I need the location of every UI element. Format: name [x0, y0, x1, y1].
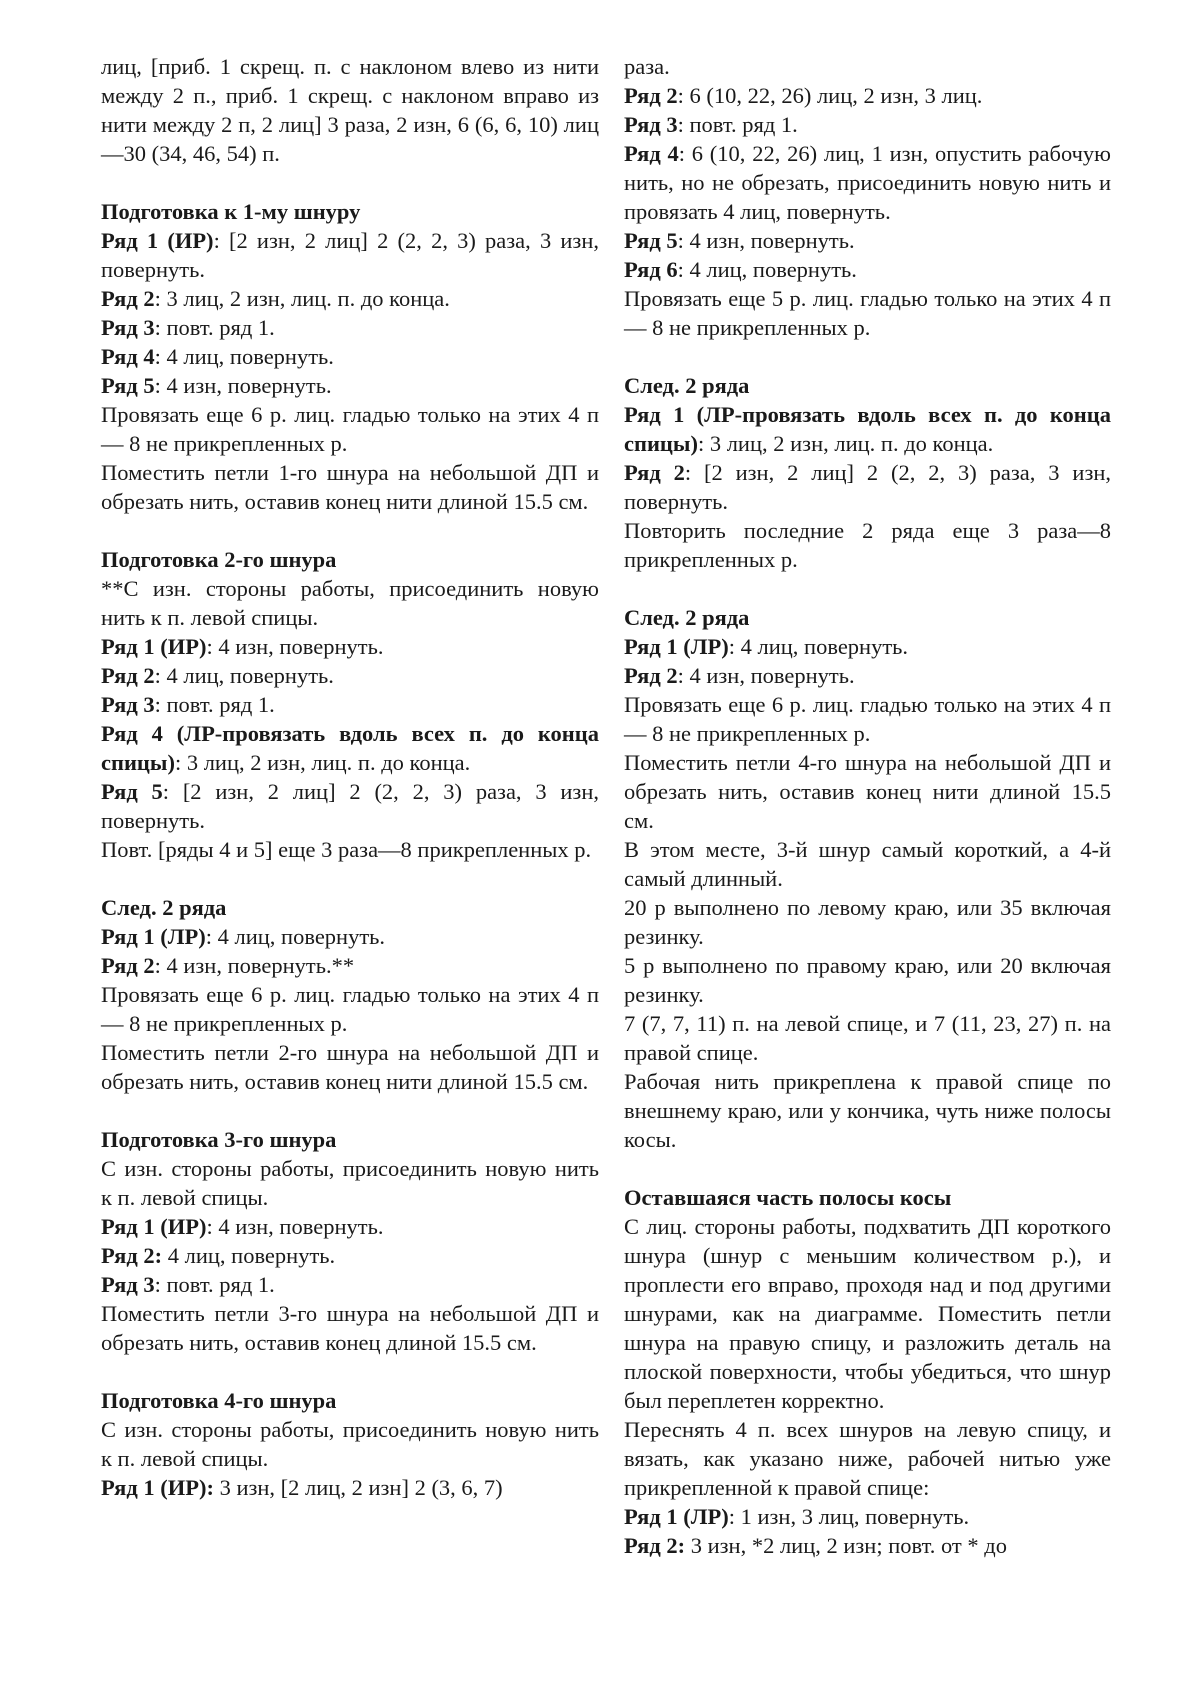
paragraph: Провязать еще 6 р. лиц. гладью только на этих 4 п— 8 не прикрепленных р.: [101, 402, 599, 456]
row-text: : 4 лиц, повернуть.: [154, 663, 334, 688]
row-label: Ряд 1 (ИР): [101, 634, 207, 659]
row-text: 3 изн, *2 лиц, 2 изн; повт. от * до: [685, 1533, 1007, 1558]
row-instruction: [101, 922, 599, 951]
row-text: : повт. ряд 1.: [154, 315, 275, 340]
row-text: : 3 лиц, 2 изн, лиц. п. до конца.: [174, 750, 471, 775]
paragraph: С изн. стороны работы, присоединить новую нить к п. левой спицы.: [101, 1417, 599, 1471]
paragraph: Провязать еще 6 р. лиц. гладью только на этих 4 п— 8 не прикрепленных р.: [624, 692, 1111, 746]
row-text: : 4 изн, повернуть.**: [154, 953, 355, 978]
row-text: : 4 изн, повернуть.: [677, 228, 855, 253]
row-label: Ряд 1 (ЛР): [101, 924, 206, 949]
row-instruction: [101, 313, 599, 342]
row-text: : повт. ряд 1.: [154, 1272, 275, 1297]
row-text: : 3 лиц, 2 изн, лиц. п. до конца.: [154, 286, 450, 311]
row-text: : повт. ряд 1.: [154, 692, 275, 717]
row-instruction: [101, 1473, 599, 1502]
row-label: Ряд 4: [101, 344, 155, 369]
row-label: Ряд 2: [624, 83, 678, 108]
row-instruction: [624, 458, 1111, 516]
row-label: Ряд 1 (ИР): [101, 1214, 207, 1239]
left-column: [101, 52, 599, 1502]
row-label: Ряд 6: [624, 257, 678, 282]
row-label: Ряд 3: [624, 112, 678, 137]
row-instruction: [624, 632, 1111, 661]
row-text: : 4 лиц, повернуть.: [728, 634, 909, 659]
row-label: Ряд 5: [624, 228, 678, 253]
row-instruction: [101, 371, 599, 400]
row-label: Ряд 1 (ИР): [101, 228, 214, 253]
row-label: Ряд 1 (ЛР): [624, 1504, 729, 1529]
paragraph: Провязать еще 5 р. лиц. гладью только на этих 4 п— 8 не прикрепленных р.: [624, 286, 1111, 340]
row-instruction: [624, 139, 1111, 226]
paragraph: Повторить последние 2 ряда еще 3 раза—8 прикрепленных р.: [624, 518, 1111, 572]
row-text: : 4 лиц, повернуть.: [205, 924, 386, 949]
row-instruction: [624, 400, 1111, 458]
row-instruction: [101, 226, 599, 284]
row-label: Ряд 2:: [624, 1533, 686, 1558]
section-heading: Подготовка 4-го шнура: [101, 1388, 337, 1413]
paragraph: раза.: [624, 54, 670, 79]
row-text: : [2 изн, 2 лиц] 2 (2, 2, 3) раза, 3 изн, повернуть.: [101, 779, 599, 833]
row-text: : 4 изн, повернуть.: [206, 634, 384, 659]
row-instruction: [101, 632, 599, 661]
paragraph: 7 (7, 7, 11) п. на левой спице, и 7 (11, 23, 27) п. на правой спице.: [624, 1011, 1111, 1065]
row-label: Ряд 5: [101, 779, 163, 804]
paragraph: С изн. стороны работы, присоединить новую нить к п. левой спицы.: [101, 1156, 599, 1210]
row-instruction: [101, 661, 599, 690]
row-text: : 4 изн, повернуть.: [677, 663, 855, 688]
row-text: : 1 изн, 3 лиц, повернуть.: [728, 1504, 970, 1529]
row-text: : 4 изн, повернуть.: [154, 373, 332, 398]
row-text: : 6 (10, 22, 26) лиц, 2 изн, 3 лиц.: [677, 83, 983, 108]
row-instruction: [101, 1241, 599, 1270]
section-heading: Оставшаяся часть полосы косы: [624, 1185, 952, 1210]
paragraph: 5 р выполнено по правому краю, или 20 включая резинку.: [624, 953, 1111, 1007]
section-heading: Подготовка 3-го шнура: [101, 1127, 337, 1152]
row-instruction: [624, 110, 1111, 139]
row-label: Ряд 2: [624, 460, 685, 485]
paragraph: Рабочая нить прикреплена к правой спице по внешнему краю, или у кончика, чуть ниже полосы косы.: [624, 1069, 1111, 1152]
row-instruction: [624, 81, 1111, 110]
row-text: : 4 лиц, повернуть.: [154, 344, 334, 369]
row-text: : 6 (10, 22, 26) лиц, 1 изн, опустить рабочую нить, но не обрезать, присоединить новую нить и провязать 4 лиц, повернуть.: [624, 141, 1111, 224]
row-label: Ряд 3: [101, 315, 155, 340]
paragraph: Переснять 4 п. всех шнуров на левую спицу, и вязать, как указано ниже, рабочей нитью уже прикрепленной к правой спице:: [624, 1417, 1111, 1500]
section-heading: Подготовка 2-го шнура: [101, 547, 337, 572]
paragraph: С лиц. стороны работы, подхватить ДП короткого шнура (шнур с меньшим количеством р.), и проплести его вправо, проходя над и под другими шнурами, как на диаграмме. Поместить петли шнура на правую спицу, и разложить деталь на плоской поверхности, чтобы убедиться, что шнур был переплетен корректно.: [624, 1214, 1111, 1413]
row-text: : [2 изн, 2 лиц] 2 (2, 2, 3) раза, 3 изн, повернуть.: [624, 460, 1111, 514]
row-label: Ряд 1 (ИР):: [101, 1475, 214, 1500]
paragraph: Поместить петли 3-го шнура на небольшой ДП и обрезать нить, оставив конец длиной 15.5 см.: [101, 1301, 599, 1355]
row-text: 4 лиц, повернуть.: [162, 1243, 336, 1268]
row-text: : 4 лиц, повернуть.: [677, 257, 857, 282]
row-label: Ряд 2:: [101, 1243, 163, 1268]
row-text: : повт. ряд 1.: [677, 112, 798, 137]
row-label: Ряд 3: [101, 1272, 155, 1297]
section-heading: След. 2 ряда: [624, 373, 750, 398]
paragraph: Повт. [ряды 4 и 5] еще 3 раза—8 прикрепленных р.: [101, 837, 592, 862]
row-instruction: [101, 1270, 599, 1299]
row-instruction: [624, 1531, 1111, 1560]
row-instruction: [101, 690, 599, 719]
paragraph: Поместить петли 4-го шнура на небольшой ДП и обрезать нить, оставив конец нити длиной 15.5 см.: [624, 750, 1111, 833]
row-instruction: [101, 1212, 599, 1241]
paragraph: Поместить петли 1-го шнура на небольшой ДП и обрезать нить, оставив конец нити длиной 15.5 см.: [101, 460, 599, 514]
row-instruction: [624, 1502, 1111, 1531]
row-text: 3 изн, [2 лиц, 2 изн] 2 (3, 6, 7): [213, 1475, 503, 1500]
row-label: Ряд 4 (ЛР-провязать вдоль всех п. до конца спицы): [101, 721, 599, 775]
row-instruction: [101, 342, 599, 371]
row-instruction: [624, 661, 1111, 690]
row-text: : 3 лиц, 2 изн, лиц. п. до конца.: [697, 431, 994, 456]
right-column: [624, 52, 1111, 1560]
row-text: : 4 изн, повернуть.: [206, 1214, 384, 1239]
row-label: Ряд 2: [101, 286, 155, 311]
paragraph: **С изн. стороны работы, присоединить новую нить к п. левой спицы.: [101, 576, 599, 630]
section-heading: Подготовка к 1-му шнуру: [101, 199, 361, 224]
row-instruction: [101, 284, 599, 313]
row-instruction: [101, 719, 599, 777]
row-label: Ряд 1 (ЛР): [624, 634, 729, 659]
row-instruction: [624, 255, 1111, 284]
paragraph: В этом месте, 3-й шнур самый короткий, а 4-й самый длинный.: [624, 837, 1111, 891]
paragraph: 20 р выполнено по левому краю, или 35 включая резинку.: [624, 895, 1111, 949]
row-instruction: [101, 951, 599, 980]
row-label: Ряд 1 (ЛР-провязать вдоль всех п. до конца спицы): [624, 402, 1111, 456]
row-label: Ряд 4: [624, 141, 679, 166]
row-instruction: [624, 226, 1111, 255]
paragraph: лиц, [приб. 1 скрещ. п. с наклоном влево из нити между 2 п., приб. 1 скрещ. с наклоном вправо из нити между 2 п, 2 лиц] 3 раза, 2 изн, 6 (6, 6, 10) лиц—30 (34, 46, 54) п.: [101, 54, 599, 166]
row-instruction: [101, 777, 599, 835]
section-heading: След. 2 ряда: [101, 895, 227, 920]
row-label: Ряд 3: [101, 692, 155, 717]
row-label: Ряд 2: [101, 663, 155, 688]
row-label: Ряд 2: [624, 663, 678, 688]
row-label: Ряд 2: [101, 953, 155, 978]
row-label: Ряд 5: [101, 373, 155, 398]
section-heading: След. 2 ряда: [624, 605, 750, 630]
paragraph: Поместить петли 2-го шнура на небольшой ДП и обрезать нить, оставив конец нити длиной 15.5 см.: [101, 1040, 599, 1094]
row-text: : [2 изн, 2 лиц] 2 (2, 2, 3) раза, 3 изн, повернуть.: [101, 228, 599, 282]
paragraph: Провязать еще 6 р. лиц. гладью только на этих 4 п— 8 не прикрепленных р.: [101, 982, 599, 1036]
